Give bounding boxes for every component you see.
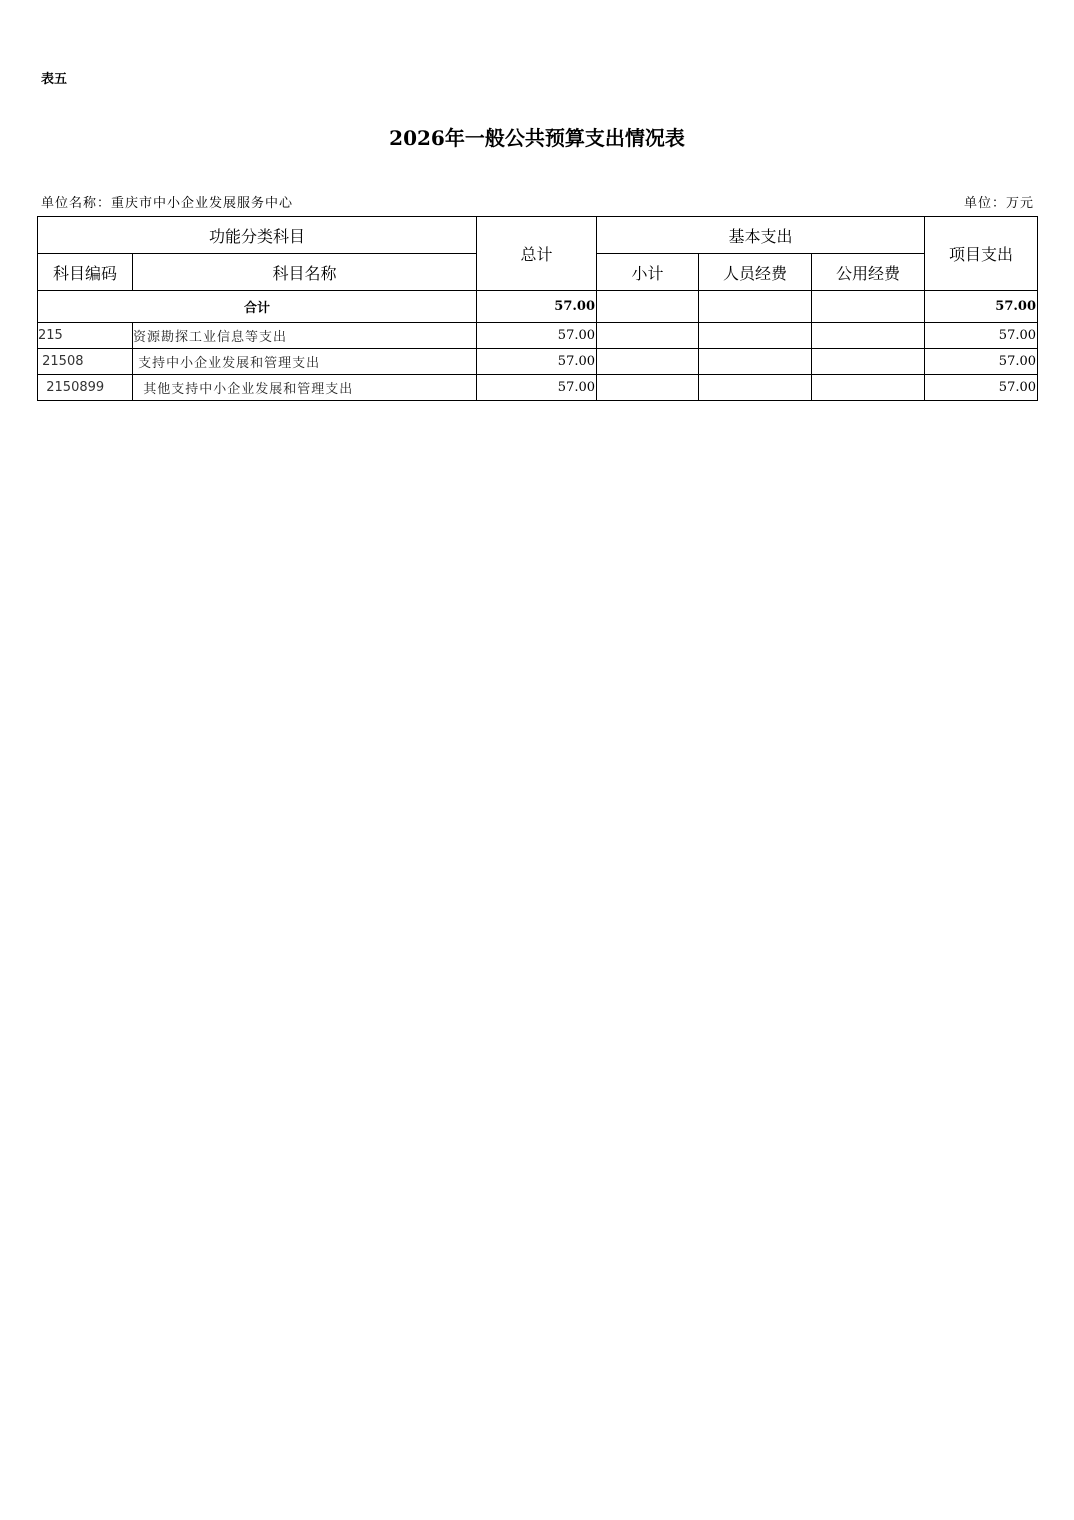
table-row [38, 323, 1038, 349]
row-code: 2150899 [38, 375, 133, 401]
summary-project: 57.00 [925, 291, 1038, 323]
unit-label: 单位：万元 [963, 196, 1034, 211]
summary-total: 57.00 [477, 291, 597, 323]
table-tag: 表五 [41, 72, 68, 87]
row-public [812, 323, 925, 349]
header-subtotal: 小计 [597, 254, 699, 291]
row-subtotal [597, 323, 699, 349]
header-public: 公用经费 [812, 254, 925, 291]
row-personnel [699, 349, 812, 375]
header-name: 科目名称 [133, 254, 477, 291]
row-name: 资源勘探工业信息等支出 [133, 323, 477, 349]
summary-subtotal [597, 291, 699, 323]
summary-public [812, 291, 925, 323]
summary-label: 合计 [38, 291, 477, 323]
row-public [812, 349, 925, 375]
header-project: 项目支出 [925, 217, 1038, 291]
summary-personnel [699, 291, 812, 323]
row-code: 215 [38, 323, 133, 349]
row-name: 其他支持中小企业发展和管理支出 [133, 375, 477, 401]
row-code: 21508 [38, 349, 133, 375]
row-subtotal [597, 375, 699, 401]
page-title: 2026年一般公共预算支出情况表 [389, 126, 685, 150]
row-total: 57.00 [477, 375, 597, 401]
budget-table [37, 216, 1038, 401]
unit-name-label: 单位名称：重庆市中小企业发展服务中心 [41, 196, 294, 211]
row-personnel [699, 375, 812, 401]
row-subtotal [597, 349, 699, 375]
header-basic: 基本支出 [597, 217, 925, 254]
row-public [812, 375, 925, 401]
header-personnel: 人员经费 [699, 254, 812, 291]
row-project: 57.00 [925, 349, 1038, 375]
header-code: 科目编码 [38, 254, 133, 291]
row-total: 57.00 [477, 349, 597, 375]
row-total: 57.00 [477, 323, 597, 349]
table-row [38, 375, 1038, 401]
row-project: 57.00 [925, 375, 1038, 401]
header-total: 总计 [477, 217, 597, 291]
row-personnel [699, 323, 812, 349]
row-name: 支持中小企业发展和管理支出 [133, 349, 477, 375]
row-project: 57.00 [925, 323, 1038, 349]
table-row [38, 349, 1038, 375]
header-func-category: 功能分类科目 [38, 217, 477, 254]
summary-row [38, 291, 1038, 323]
